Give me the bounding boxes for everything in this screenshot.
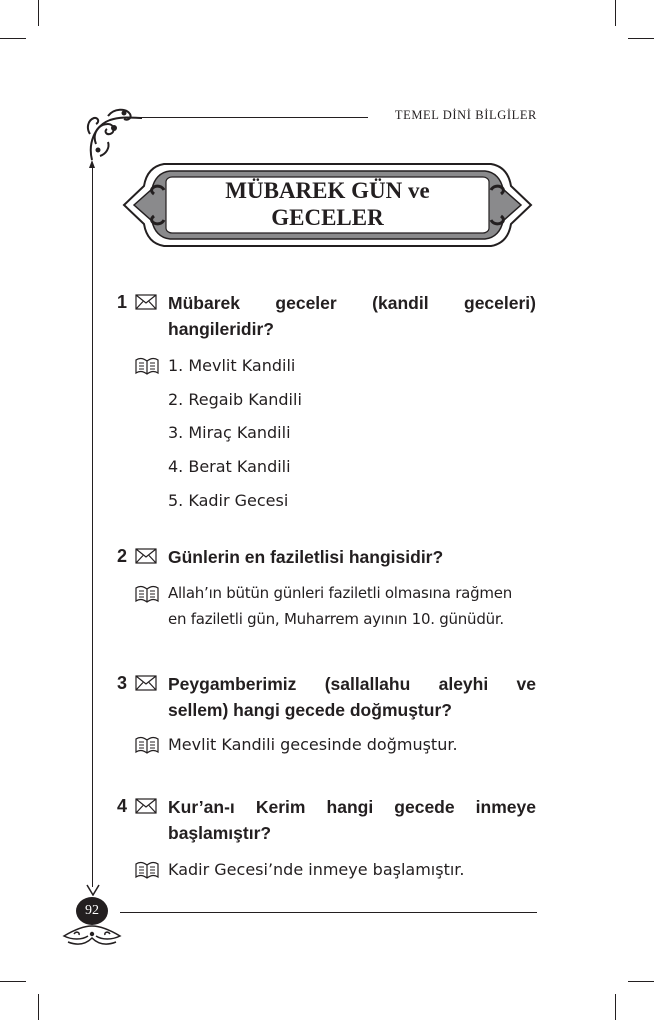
answer-line: Allah’ın bütün günleri faziletli olmasına rağmen — [168, 584, 512, 602]
answer-text: Kadir Gecesi’nde inmeye başlamıştır. — [168, 860, 465, 879]
envelope-icon — [135, 547, 157, 565]
crop-mark — [615, 994, 616, 1020]
question-text — [168, 794, 536, 846]
crop-mark — [628, 981, 654, 982]
floral-ornament-icon — [60, 922, 124, 948]
question-line: Günlerin en faziletlisi hangisidir? — [168, 547, 444, 567]
crop-mark — [615, 0, 616, 26]
list-item: 1. Mevlit Kandili — [168, 356, 296, 375]
open-book-icon — [135, 736, 159, 754]
answer-line: en faziletli gün, Muharrem ayının 10. günüdür. — [168, 610, 504, 628]
open-book-icon — [135, 861, 159, 879]
footer-rule — [120, 912, 537, 913]
list-item: 3. Miraç Kandili — [168, 423, 291, 442]
question-number: 4 — [117, 796, 128, 816]
page-title-line: GECELER — [271, 205, 384, 230]
question-line: Peygamberimiz (sallallahu aleyhi ve — [168, 674, 536, 694]
question-text — [168, 671, 536, 723]
question-line: başlamıştır? — [168, 823, 272, 843]
question-line: Kur’an-ı Kerim hangi gecede inmeye — [168, 797, 536, 817]
crop-mark — [0, 38, 26, 39]
list-item: 5. Kadir Gecesi — [168, 491, 289, 510]
page-number: 92 — [76, 897, 108, 925]
page-title-line: MÜBAREK GÜN ve — [225, 178, 430, 203]
envelope-icon — [135, 674, 157, 692]
question-number: 3 — [117, 673, 128, 693]
crop-mark — [0, 981, 26, 982]
crop-mark — [38, 0, 39, 26]
open-book-icon — [135, 357, 159, 375]
page-title — [165, 177, 490, 231]
left-margin-rule — [92, 165, 93, 887]
arrow-down-icon — [86, 884, 100, 896]
answer-text — [168, 580, 536, 632]
question-text — [168, 290, 536, 342]
crop-mark — [628, 38, 654, 39]
question-number: 2 — [117, 546, 128, 566]
list-item: 2. Regaib Kandili — [168, 390, 302, 409]
question-line: sellem) hangi gecede doğmuştur? — [168, 700, 452, 720]
question-line: hangileridir? — [168, 319, 274, 339]
envelope-icon — [135, 797, 157, 815]
running-title: TEMEL DİNİ BİLGİLER — [394, 108, 537, 122]
open-book-icon — [135, 585, 159, 603]
answer-text: Mevlit Kandili gecesinde doğmuştur. — [168, 735, 458, 754]
header-rule — [140, 117, 368, 118]
crop-mark — [38, 994, 39, 1020]
question-text — [168, 544, 536, 570]
list-item: 4. Berat Kandili — [168, 457, 291, 476]
question-line: Mübarek geceler (kandil geceleri) — [168, 293, 536, 313]
question-number: 1 — [117, 292, 128, 312]
envelope-icon — [135, 293, 157, 311]
